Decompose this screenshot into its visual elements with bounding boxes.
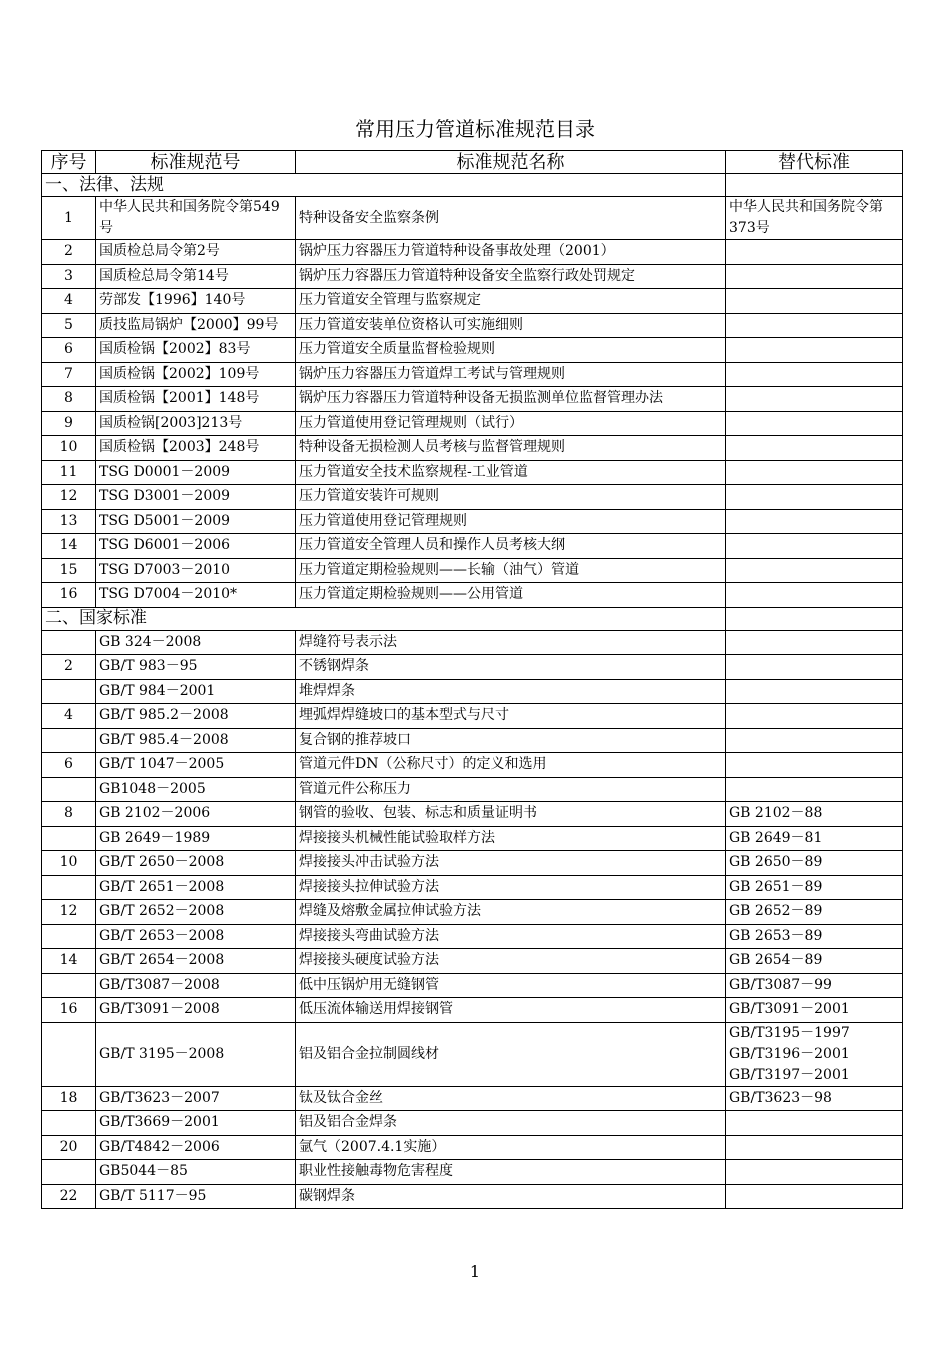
standard-code: 国质检总局令第14号 — [96, 264, 296, 289]
standard-code: TSG D6001－2006 — [96, 534, 296, 559]
table-row — [42, 728, 903, 753]
row-number: 2 — [42, 655, 96, 680]
standard-code: GB5044－85 — [96, 1160, 296, 1185]
standard-name: 焊接接头硬度试验方法 — [296, 949, 726, 974]
replacement-standard-line: GB/T3197－2001 — [729, 1066, 850, 1083]
standards-table — [41, 150, 903, 1209]
standard-name: 钢管的验收、包装、标志和质量证明书 — [296, 802, 726, 827]
standard-code: GB/T 983－95 — [96, 655, 296, 680]
row-number — [42, 1022, 96, 1086]
table-row — [42, 362, 903, 387]
row-number: 10 — [42, 851, 96, 876]
standard-name: 堆焊焊条 — [296, 679, 726, 704]
table-row — [42, 802, 903, 827]
standard-code: TSG D7004－2010* — [96, 583, 296, 608]
table-row — [42, 777, 903, 802]
header-replace: 替代标准 — [726, 151, 903, 174]
table-row — [42, 436, 903, 461]
standard-code: GB/T 2653－2008 — [96, 924, 296, 949]
standard-code: 国质检总局令第2号 — [96, 240, 296, 265]
row-number: 6 — [42, 753, 96, 778]
replacement-standard: GB 2652－89 — [726, 900, 903, 925]
row-number: 18 — [42, 1086, 96, 1111]
standard-name: 复合钢的推荐坡口 — [296, 728, 726, 753]
row-number: 12 — [42, 900, 96, 925]
row-number — [42, 728, 96, 753]
replacement-standard — [726, 411, 903, 436]
table-row — [42, 875, 903, 900]
standard-code: TSG D3001－2009 — [96, 485, 296, 510]
table-row — [42, 534, 903, 559]
row-number: 4 — [42, 289, 96, 314]
table-row — [42, 313, 903, 338]
row-number: 12 — [42, 485, 96, 510]
standard-name: 管道元件公称压力 — [296, 777, 726, 802]
standard-code: GB/T4842－2006 — [96, 1135, 296, 1160]
standard-code: GB/T 2654－2008 — [96, 949, 296, 974]
standard-name: 职业性接触毒物危害程度 — [296, 1160, 726, 1185]
table-row — [42, 509, 903, 534]
table-row — [42, 411, 903, 436]
standard-code: 质技监局锅炉【2000】99号 — [96, 313, 296, 338]
standard-code: GB/T 2651－2008 — [96, 875, 296, 900]
standard-code: GB/T 985.4－2008 — [96, 728, 296, 753]
row-number — [42, 777, 96, 802]
standard-code: 中华人民共和国务院令第549号 — [96, 197, 296, 240]
standard-name: 钛及钛合金丝 — [296, 1086, 726, 1111]
row-number: 20 — [42, 1135, 96, 1160]
replacement-standard: GB 2653－89 — [726, 924, 903, 949]
standard-name: 压力管道定期检验规则——长输（油气）管道 — [296, 558, 726, 583]
table-row — [42, 1135, 903, 1160]
standard-name: 压力管道安全管理人员和操作人员考核大纲 — [296, 534, 726, 559]
row-number — [42, 973, 96, 998]
standard-code: GB/T3623－2007 — [96, 1086, 296, 1111]
row-number: 22 — [42, 1184, 96, 1209]
replacement-standard — [726, 1184, 903, 1209]
section-replace-cell — [726, 607, 903, 630]
table-row — [42, 826, 903, 851]
row-number: 14 — [42, 949, 96, 974]
standard-code: GB 324－2008 — [96, 630, 296, 655]
standard-name: 焊接接头拉伸试验方法 — [296, 875, 726, 900]
table-row — [42, 924, 903, 949]
table-row — [42, 973, 903, 998]
table-row — [42, 338, 903, 363]
standard-name: 低压流体输送用焊接钢管 — [296, 998, 726, 1023]
standard-name: 焊接接头冲击试验方法 — [296, 851, 726, 876]
row-number — [42, 630, 96, 655]
replacement-standard — [726, 240, 903, 265]
table-row — [42, 1022, 903, 1086]
replacement-standard — [726, 1111, 903, 1136]
standard-name: 焊接接头机械性能试验取样方法 — [296, 826, 726, 851]
table-row — [42, 998, 903, 1023]
table-row — [42, 851, 903, 876]
section-label: 一、法律、法规 — [42, 174, 726, 197]
replacement-standard — [726, 1160, 903, 1185]
replacement-standard — [726, 387, 903, 412]
replacement-standard: GB/T3091－2001 — [726, 998, 903, 1023]
row-number: 16 — [42, 583, 96, 608]
standard-name: 压力管道安全技术监察规程-工业管道 — [296, 460, 726, 485]
table-row — [42, 1086, 903, 1111]
replacement-standard — [726, 679, 903, 704]
table-row — [42, 240, 903, 265]
row-number: 2 — [42, 240, 96, 265]
row-number: 7 — [42, 362, 96, 387]
standard-name: 锅炉压力容器压力管道特种设备安全监察行政处罚规定 — [296, 264, 726, 289]
replacement-standard — [726, 630, 903, 655]
standard-code: GB/T3669－2001 — [96, 1111, 296, 1136]
standard-name: 管道元件DN（公称尺寸）的定义和选用 — [296, 753, 726, 778]
table-row — [42, 583, 903, 608]
table-row — [42, 630, 903, 655]
standard-code: GB1048－2005 — [96, 777, 296, 802]
standard-name: 锅炉压力容器压力管道特种设备事故处理（2001） — [296, 240, 726, 265]
replacement-standard — [726, 728, 903, 753]
table-row — [42, 1160, 903, 1185]
row-number — [42, 1111, 96, 1136]
table-row — [42, 289, 903, 314]
section-replace-cell — [726, 174, 903, 197]
table-row — [42, 197, 903, 240]
table-row — [42, 753, 903, 778]
standard-code: TSG D7003－2010 — [96, 558, 296, 583]
standard-name: 压力管道使用登记管理规则（试行） — [296, 411, 726, 436]
standard-code: GB 2102－2006 — [96, 802, 296, 827]
replacement-standard — [726, 1022, 903, 1086]
replacement-standard: GB 2654－89 — [726, 949, 903, 974]
replacement-standard — [726, 509, 903, 534]
row-number: 14 — [42, 534, 96, 559]
replacement-standard — [726, 655, 903, 680]
standard-name: 焊缝及熔敷金属拉伸试验方法 — [296, 900, 726, 925]
replacement-standard: GB 2650－89 — [726, 851, 903, 876]
table-row — [42, 558, 903, 583]
standard-name: 铝及铝合金焊条 — [296, 1111, 726, 1136]
standard-code: GB/T 2650－2008 — [96, 851, 296, 876]
section-row — [42, 607, 903, 630]
replacement-standard — [726, 485, 903, 510]
standard-code: 国质检锅【2003】248号 — [96, 436, 296, 461]
standard-name: 压力管道使用登记管理规则 — [296, 509, 726, 534]
standard-name: 特种设备无损检测人员考核与监督管理规则 — [296, 436, 726, 461]
standard-name: 碳钢焊条 — [296, 1184, 726, 1209]
row-number: 1 — [42, 197, 96, 240]
standard-code: GB/T3091－2008 — [96, 998, 296, 1023]
row-number — [42, 875, 96, 900]
document-title: 常用压力管道标准规范目录 — [355, 117, 595, 141]
header-code: 标准规范号 — [96, 151, 296, 174]
replacement-standard: GB 2102－88 — [726, 802, 903, 827]
standard-code: GB/T 3195－2008 — [96, 1022, 296, 1086]
replacement-standard — [726, 583, 903, 608]
row-number: 11 — [42, 460, 96, 485]
section-label: 二、国家标准 — [42, 607, 726, 630]
row-number: 8 — [42, 387, 96, 412]
replacement-standard — [726, 704, 903, 729]
standard-name: 低中压锅炉用无缝钢管 — [296, 973, 726, 998]
standard-name: 特种设备安全监察条例 — [296, 197, 726, 240]
row-number — [42, 826, 96, 851]
row-number: 13 — [42, 509, 96, 534]
header-no: 序号 — [42, 151, 96, 174]
row-number: 3 — [42, 264, 96, 289]
replacement-standard — [726, 436, 903, 461]
standard-code: GB/T 2652－2008 — [96, 900, 296, 925]
replacement-standard — [726, 362, 903, 387]
standard-code: 国质检锅【2001】148号 — [96, 387, 296, 412]
standard-name: 锅炉压力容器压力管道焊工考试与管理规则 — [296, 362, 726, 387]
table-row — [42, 900, 903, 925]
replacement-standard: GB/T3087－99 — [726, 973, 903, 998]
replacement-standard — [726, 534, 903, 559]
row-number: 15 — [42, 558, 96, 583]
standard-name: 焊缝符号表示法 — [296, 630, 726, 655]
standard-code: 国质检锅【2002】83号 — [96, 338, 296, 363]
replacement-standard — [726, 338, 903, 363]
standard-name: 锅炉压力容器压力管道特种设备无损监测单位监督管理办法 — [296, 387, 726, 412]
row-number: 4 — [42, 704, 96, 729]
table-row — [42, 387, 903, 412]
header-name: 标准规范名称 — [296, 151, 726, 174]
replacement-standard — [726, 289, 903, 314]
row-number: 8 — [42, 802, 96, 827]
standard-code: GB 2649－1989 — [96, 826, 296, 851]
standard-code: GB/T 5117－95 — [96, 1184, 296, 1209]
standard-code: TSG D5001－2009 — [96, 509, 296, 534]
table-row — [42, 264, 903, 289]
table-row — [42, 655, 903, 680]
replacement-standard — [726, 558, 903, 583]
standard-code: 国质检锅[2003]213号 — [96, 411, 296, 436]
standard-code: 劳部发【1996】140号 — [96, 289, 296, 314]
standard-code: GB/T 984－2001 — [96, 679, 296, 704]
standard-name: 铝及铝合金拉制圆线材 — [296, 1022, 726, 1086]
replacement-standard — [726, 313, 903, 338]
standard-code: 国质检锅【2002】109号 — [96, 362, 296, 387]
row-number: 9 — [42, 411, 96, 436]
standard-name: 不锈钢焊条 — [296, 655, 726, 680]
standard-name: 压力管道安装许可规则 — [296, 485, 726, 510]
standard-name: 氩气（2007.4.1实施） — [296, 1135, 726, 1160]
table-row — [42, 1184, 903, 1209]
row-number: 16 — [42, 998, 96, 1023]
standard-name: 埋弧焊焊缝坡口的基本型式与尺寸 — [296, 704, 726, 729]
standard-name: 压力管道定期检验规则——公用管道 — [296, 583, 726, 608]
section-row — [42, 174, 903, 197]
row-number: 10 — [42, 436, 96, 461]
replacement-standard — [726, 777, 903, 802]
table-row — [42, 460, 903, 485]
standard-name: 焊接接头弯曲试验方法 — [296, 924, 726, 949]
row-number — [42, 679, 96, 704]
standard-name: 压力管道安全管理与监察规定 — [296, 289, 726, 314]
header-row — [42, 151, 903, 174]
table-row — [42, 949, 903, 974]
table-row — [42, 485, 903, 510]
replacement-standard: 中华人民共和国务院令第373号 — [726, 197, 903, 240]
replacement-standard — [726, 460, 903, 485]
page-number: 1 — [469, 1262, 481, 1281]
replacement-standard-line: GB/T3196－2001 — [729, 1045, 850, 1062]
replacement-standard — [726, 753, 903, 778]
standard-name: 压力管道安装单位资格认可实施细则 — [296, 313, 726, 338]
replacement-standard: GB/T3623－98 — [726, 1086, 903, 1111]
standard-code: GB/T3087－2008 — [96, 973, 296, 998]
replacement-standard: GB 2649－81 — [726, 826, 903, 851]
table-row — [42, 1111, 903, 1136]
replacement-standard: GB 2651－89 — [726, 875, 903, 900]
table-row — [42, 679, 903, 704]
row-number — [42, 924, 96, 949]
standard-name: 压力管道安全质量监督检验规则 — [296, 338, 726, 363]
row-number — [42, 1160, 96, 1185]
replacement-standard-line: GB/T3195－1997 — [729, 1024, 850, 1041]
standard-code: GB/T 985.2－2008 — [96, 704, 296, 729]
replacement-standard — [726, 264, 903, 289]
standard-code: GB/T 1047－2005 — [96, 753, 296, 778]
standard-code: TSG D0001－2009 — [96, 460, 296, 485]
table-row — [42, 704, 903, 729]
replacement-standard — [726, 1135, 903, 1160]
row-number: 6 — [42, 338, 96, 363]
row-number: 5 — [42, 313, 96, 338]
